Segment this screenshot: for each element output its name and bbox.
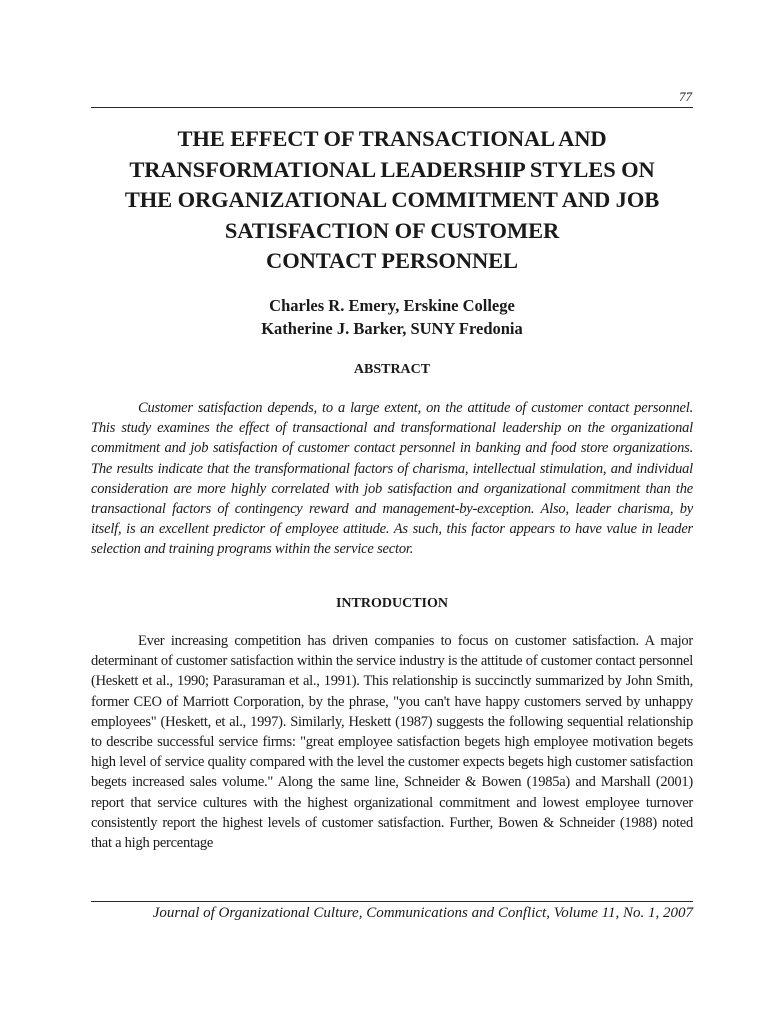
author-line: Charles R. Emery, Erskine College [269,296,515,315]
title-line: TRANSFORMATIONAL LEADERSHIP STYLES ON [129,156,655,182]
footer-rule [91,901,693,902]
introduction-text: Ever increasing competition has driven companies to focus on customer satisfaction. A major determinant of customer satisfaction within the service industry is the attitude of customer contact personnel (Heskett et al., 1990; Parasuraman et al., 1991). This relationship is succinctly summarized by John Smith, former CEO of Marriott Corporation, by the phrase, "you can't have happy customers served by unhappy employees" (Heskett, et al., 1997). Similarly, Heskett (1987) suggests the following sequential relationship to describe successful service firms: "great employee satisfaction begets high employee motivation begets high level of service quality compared with the level the customer expects begets high customer satisfaction begets increased sales volume." Along the same line, Schneider & Bowen (1985a) and Marshall (2001) report that service cultures with the highest organizational commitment and lowest employee turnover consistently report the highest levels of customer satisfaction. Further, Bowen & Schneider (1988) noted that a high percentage [91,633,693,852]
title-line: SATISFACTION OF CUSTOMER [224,217,560,243]
abstract-text: Customer satisfaction depends, to a large extent, on the attitude of customer contact personnel. This study examines the effect of transactional and transformational leadership on the organizational commitment and job satisfaction of customer contact personnel in banking and food store organizations. The results indicate that the transformational factors of charisma, intellectual stimulation, and individual consideration are more highly correlated with job satisfaction and organizational commitment than the transactional factors of contingency reward and management-by-exception. Also, leader charisma, by itself, is an excellent predictor of employee attitude. As such, this factor appears to have value in leader selection and training programs within the service sector. [91,400,693,558]
author-block [91,294,693,340]
header-rule [91,107,693,108]
page-number: 77 [679,89,692,104]
journal-footer: Journal of Organizational Culture, Communications and Conflict, Volume 11, No. 1, 2007 [152,905,693,921]
abstract-heading: ABSTRACT [353,362,431,377]
title-line: THE ORGANIZATIONAL COMMITMENT AND JOB [124,187,660,212]
paper-title [91,124,693,277]
introduction-heading: INTRODUCTION [335,596,448,611]
title-line: CONTACT PERSONNEL [266,248,518,273]
title-line: THE EFFECT OF TRANSACTIONAL AND [177,126,607,151]
author-line: Katherine J. Barker, SUNY Fredonia [261,319,523,338]
